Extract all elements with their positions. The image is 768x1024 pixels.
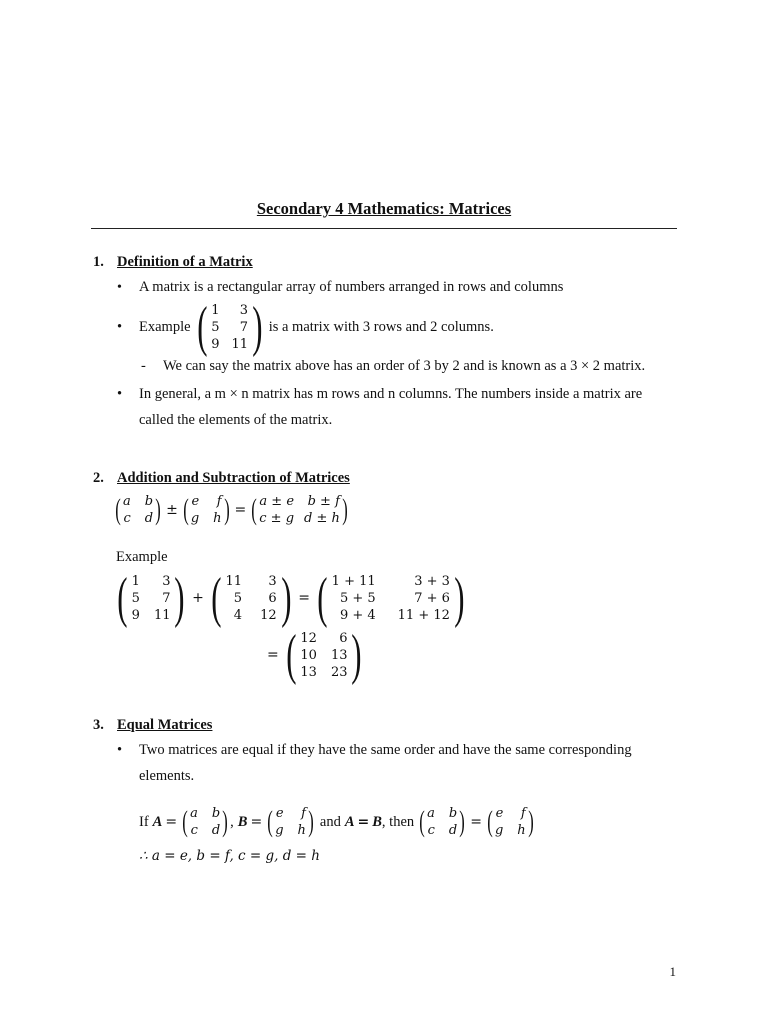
left-paren: ( [182,805,188,838]
matrix-element: 6 [339,630,348,646]
left-paren: ( [317,567,328,629]
matrix-element: e [495,806,504,821]
section-1-heading [93,253,253,271]
matrix-element: 13 [330,647,348,663]
matrix-element: e [275,806,284,821]
matrix-element: 3 + 3 [414,573,450,589]
matrix-element: 1 + 11 [331,573,376,589]
matrix-element: f [216,494,222,509]
matrix-elements [123,493,153,527]
equals-operator: = [470,814,482,830]
example-tail: is a matrix with 3 rows and 2 columns. [268,319,494,335]
section-title: Equal Matrices [117,717,213,733]
matrix-element: 11 [231,336,249,352]
example-matrix-b [207,567,295,629]
right-paren: ) [174,567,185,629]
matrix-element: 3 [239,302,249,318]
section-number: 2. [93,470,104,486]
right-paren: ) [252,296,263,358]
right-paren: ) [223,493,230,526]
equals-operator: = [267,647,279,663]
matrix-elements [259,493,340,527]
bullet-text: A matrix is a rectangular array of numbers arranged in rows and columns [139,279,564,295]
matrix-element: g [494,823,504,838]
then-word: , then [381,813,415,830]
matrix-element: a [427,806,435,821]
matrix-element: c [427,823,435,838]
bullet-icon: • [117,319,123,335]
matrix-element: d [448,823,458,838]
page-title: Secondary 4 Mathematics: Matrices [256,199,512,218]
matrix-element: g [275,823,284,838]
formula-matrix-a [113,493,163,527]
matrix-elements [332,573,450,624]
left-paren: ( [183,493,189,526]
formula-matrix-result [249,493,350,527]
section-2-heading [93,469,350,487]
bullet-icon: • [117,386,123,402]
example-label: Example [139,319,191,335]
matrix-elements [211,302,248,353]
section-title: Definition of a Matrix [117,254,253,270]
matrix-element: e [191,494,200,509]
general-text-line-1: In general, a m × n matrix has m rows and n columns. The numbers inside a matrix are [139,386,643,402]
matrix-element: 3 [162,573,171,589]
matrix-element: 1 [211,302,220,318]
matrix-element: 6 [268,590,277,606]
matrix-element: 1 [131,573,140,589]
matrix-element: 3 [268,573,277,589]
matrix-element: 11 [225,573,243,589]
matrix-element: b [144,494,154,509]
right-paren: ) [351,624,362,686]
matrix-element: b [448,806,458,821]
matrix-element: 7 [162,590,171,606]
if-word: If [139,813,149,830]
formula-matrix-b [181,493,232,527]
equal-text-line-1: Two matrices are equal if they have the same order and have the same corresponding [139,742,632,758]
section-3-heading [93,716,212,734]
matrix-element: c [190,823,198,838]
matrix-elements [226,573,277,624]
example-matrix-sum [313,567,469,629]
right-paren: ) [280,567,292,629]
matrix-element: h [517,823,526,838]
matrix-element: a [190,806,198,821]
bullet-icon: • [117,742,123,758]
symbol-a: A [344,813,355,830]
left-paren: ( [251,493,258,526]
left-paren: ( [285,624,297,686]
right-paren: ) [454,567,465,629]
matrix-element: 5 [211,319,220,335]
section-title: Addition and Subtraction of Matrices [117,470,350,486]
addition-result [264,624,366,686]
equals-operator: = [250,814,263,830]
symbol-b: B [237,813,248,830]
section-number: 1. [93,254,104,270]
example-matrix [193,296,267,358]
matrix-element: f [301,806,306,821]
matrix-element: 9 [131,607,140,623]
example-label: Example [116,549,168,565]
matrix-element: f [520,806,526,821]
right-paren: ) [155,493,161,526]
matrix-element: b ± f [307,494,340,509]
matrix-element: 5 + 5 [339,590,376,606]
matrix-element: 7 [239,319,249,335]
matrix-a-repeat [417,805,467,839]
section-number: 3. [93,717,104,733]
matrix-elements [132,573,171,624]
matrix-element: 5 [233,590,243,606]
matrix-element: a ± e [259,494,295,509]
general-text-line-2: called the elements of the matrix. [139,412,333,428]
matrix-element: c ± g [259,511,295,526]
matrix-element: 12 [260,607,277,623]
right-paren: ) [308,805,314,838]
title-divider [91,228,677,229]
dash-text: We can say the matrix above has an order of 3 by 2 and is known as a 3 × 2 matrix. [163,358,646,374]
addition-example [113,567,469,629]
matrix-elements [190,805,220,839]
matrix-element: 11 + 12 [397,607,450,623]
plus-minus-operator: ± [166,502,178,518]
matrix-element: 7 + 6 [414,590,450,606]
matrix-elements [275,805,306,839]
matrix-element: 10 [300,647,317,663]
comma: , [230,813,234,830]
matrix-element: 9 [211,336,220,352]
matrix-b [265,805,316,839]
matrix-element: 4 [233,607,243,623]
equality-statement [139,803,536,841]
left-paren: ( [419,805,425,838]
matrix-element: a [123,494,131,509]
page-number: 1 [669,964,676,979]
right-paren: ) [459,805,465,838]
equals-operator: = [298,590,311,606]
symbol-b: B [372,813,382,830]
bullet-item [117,278,122,297]
equals-operator: = [165,814,178,830]
matrix-element: 12 [300,630,317,646]
left-paren: ( [196,296,208,358]
right-paren: ) [222,805,228,838]
right-paren: ) [342,493,348,526]
matrix-element: c [123,511,131,526]
matrix-elements [191,493,222,527]
left-paren: ( [211,567,222,629]
left-paren: ( [117,567,128,629]
matrix-element: d [211,823,221,838]
example-line [139,296,494,358]
matrix-element: 23 [330,664,348,680]
matrix-element: 11 [153,607,171,623]
matrix-element: 13 [300,664,317,680]
matrix-element: d [144,511,154,526]
equal-text-line-2: elements. [139,768,195,784]
example-matrix-final [282,624,366,686]
matrix-element: 5 [131,590,140,606]
dash-icon: - [141,358,146,374]
plus-operator: + [192,590,204,606]
and-word: and [319,813,341,830]
addition-formula [113,491,350,529]
matrix-element: b [211,806,221,821]
matrix-elements [495,805,526,839]
matrix-element: h [213,511,222,526]
matrix-element: h [297,823,306,838]
matrix-elements [300,630,347,681]
symbol-a: A [152,813,163,830]
right-paren: ) [527,805,534,838]
left-paren: ( [267,805,273,838]
matrix-element: g [190,511,200,526]
example-matrix-a [113,567,189,629]
left-paren: ( [115,493,121,526]
left-paren: ( [487,805,493,838]
matrix-b-repeat [485,805,536,839]
equals-operator: = [234,502,247,518]
matrix-a [180,805,230,839]
equals-operator: = [357,814,370,830]
conclusion-line: ∴ a = e, b = f, c = g, d = h [139,848,320,864]
matrix-elements [427,805,457,839]
matrix-element: 9 + 4 [339,607,376,623]
bullet-icon: • [117,280,122,295]
matrix-element: d ± h [304,511,340,526]
